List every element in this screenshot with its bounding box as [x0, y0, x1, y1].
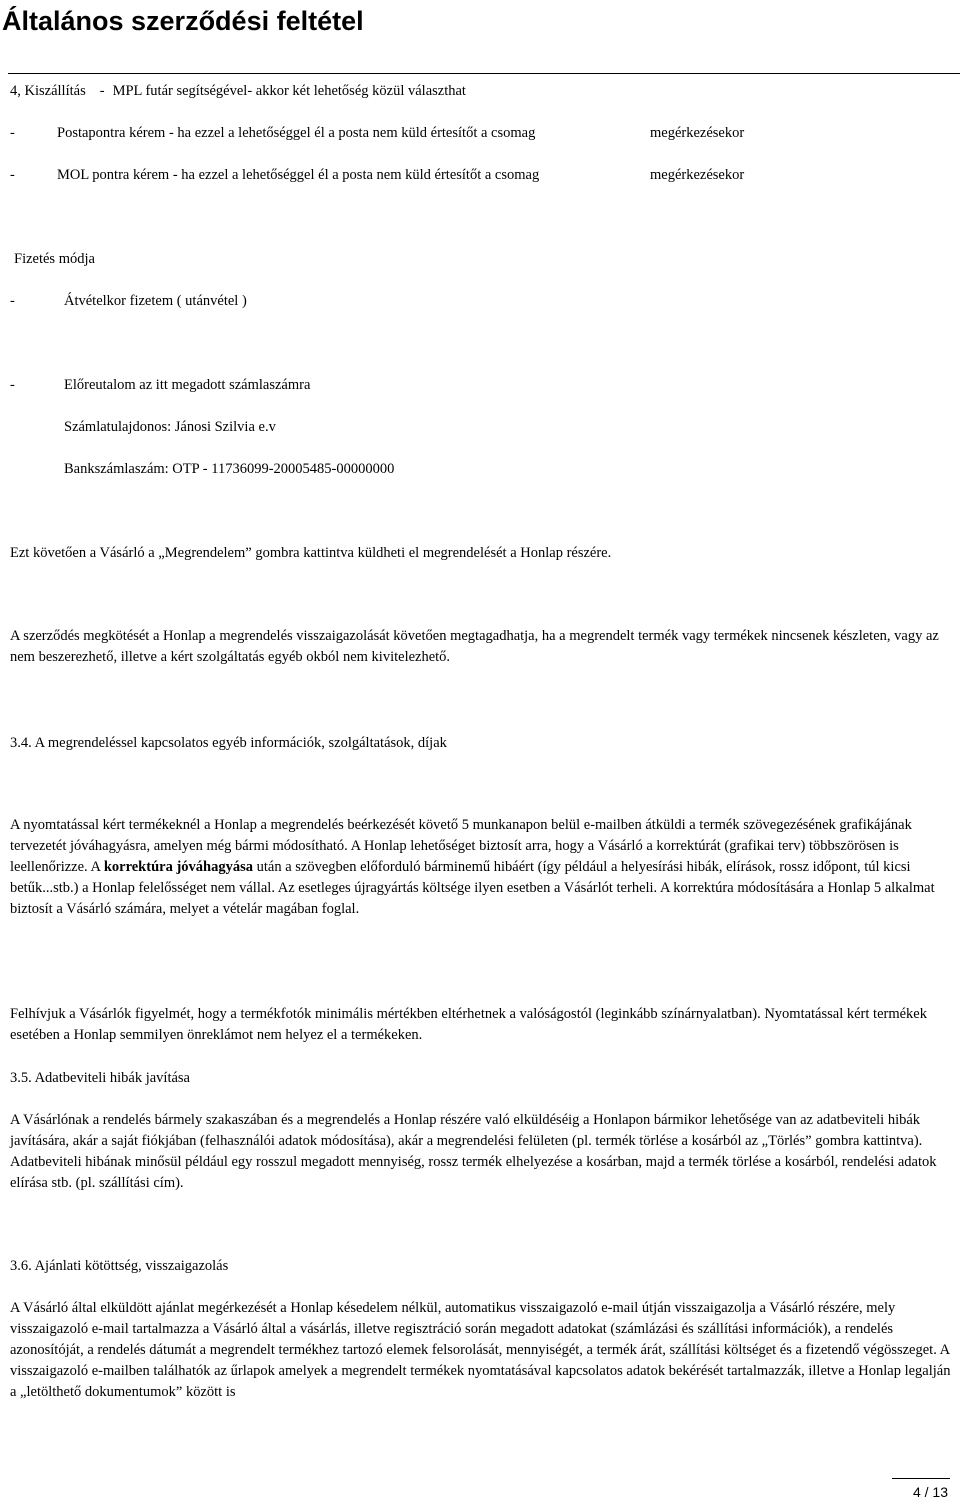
payment-cod-dash: - [10, 293, 15, 309]
order-sentence: Ezt követően a Vásárló a „Megrendelem” gombra kattintva küldheti el megrendelését a Honlap részére. [10, 545, 612, 561]
payment-cod: Átvételkor fizetem ( utánvétel ) [64, 293, 247, 309]
document-title: Általános szerződési feltétel [2, 6, 364, 36]
page-number: 4 / 13 [912, 1484, 948, 1500]
delivery-option-mol: MOL pontra kérem - ha ezzel a lehetőséggel él a posta nem küld értesítőt a csomag [57, 167, 540, 183]
section-3-4-paragraph-2: Felhívjuk a Vásárlók figyelmét, hogy a termékfotók minimális mértékben eltérhetnek a valóságostól (leginkább színárnyalatban). Nyomtatással kért termékek esetében a Honlap semmilyen önreklámot nem helyez el a termékeken. [10, 1006, 927, 1043]
section-4-dash: - [99, 83, 105, 99]
payment-prepay: Előreutalom az itt megadott számlaszámra [64, 377, 311, 393]
section-3-6-paragraph: A Vásárló által elküldött ajánlat megérkezését a Honlap késedelem nélkül, automatikus visszaigazoló e-mail útján visszaigazolja a Vásárló részére, mely visszaigazoló e-mail tartalmazza a Vásárló által a vásárlás, illetve regisztráció során megadott adatokat (számlázási és szállítási információk), a rendelés azonosítóját, a rendelés dátumát a megrendelt termékhez tartozó elemek felsorolását, mennyiségét, a termék árát, szállítási költséget és a fizetendő végösszeget. A visszaigazoló e-mailben találhatók az űrlapok amelyek a megrendelt termékek nyomtatásával kapcsolatos adatok bekérését tartalmazzák, illetve a Honlap legalján a „letölthető dokumentumok” között is [10, 1300, 951, 1400]
title-divider [8, 73, 960, 74]
section-3-6-heading: 3.6. Ajánlati kötöttség, visszaigazolás [10, 1258, 229, 1274]
proof-text-after: után a szövegben előforduló bárminemű hibáért (így például a helyesírási hibák, elírások, rossz időpont, túl kicsi betűk...stb.) a Honlap felelősséget nem vállal. Az esetleges újragyártás költsége ilyen esetben a Vásárlót terheli. A korrektúra módosítására a Honlap 5 alkalmat biztosít a Vásárló számára, melyet a vételár magában foglal. [10, 859, 935, 917]
proof-text-before: A nyomtatással kért termékeknél a Honlap a megrendelés beérkezését követő 5 munkanapon belül e-mailben átküldi a termék szövegezésének grafikájának tervezetét jóváhagyásra, amelyen még bármi módosítható. A Honlap lehetőséget biztosít arra, hogy a Vásárló a korrektúrát (grafikai terv) többszörösen is leellenőrizze. A [10, 817, 912, 875]
proof-approval-bold: korrektúra jóváhagyása [103, 859, 253, 875]
delivery-option-post-dash: - [10, 125, 15, 141]
payment-heading: Fizetés módja [14, 251, 95, 267]
section-3-4-paragraph-1 [10, 815, 952, 920]
section-4-intro: MPL futár segítségével- akkor két lehetőség közül választhat [112, 83, 466, 99]
delivery-option-mol-tail: megérkezésekor [650, 167, 745, 183]
section-4-number: 4, Kiszállítás [10, 83, 86, 99]
refusal-paragraph: A szerződés megkötését a Honlap a megrendelés visszaigazolását követően megtagadhatja, ha a megrendelt termék vagy termékek nincsenek készleten, vagy az nem beszerezhető, illetve a kért szolgáltatás egyéb okból nem kivitelezhető. [10, 628, 939, 665]
delivery-option-post-tail: megérkezésekor [650, 125, 745, 141]
bank-account: Bankszámlaszám: OTP - 11736099-20005485-00000000 [64, 461, 395, 477]
delivery-option-post: Postapontra kérem - ha ezzel a lehetőséggel él a posta nem küld értesítőt a csomag [57, 125, 536, 141]
account-holder: Számlatulajdonos: Jánosi Szilvia e.v [64, 419, 276, 435]
section-3-5-paragraph: A Vásárlónak a rendelés bármely szakaszában és a megrendelés a Honlap részére való elküldéséig a Honlapon bármikor lehetősége van az adatbeviteli hibák javítására, akár a saját fiókjában (felhasználói adatok módosítása), akár a megrendelési felületen (pl. termék törlése a kosárból az „Törlés” gombra kattintva). Adatbeviteli hibának minősül például egy rosszul megadott mennyiség, rossz termék elhelyezése a kosárban, majd a termék törlése a kosárból, rendelési adatok elírása stb. (pl. szállítási cím). [10, 1112, 937, 1191]
section-3-5-heading: 3.5. Adatbeviteli hibák javítása [10, 1070, 190, 1086]
delivery-option-mol-dash: - [10, 167, 15, 183]
payment-prepay-dash: - [10, 377, 15, 393]
section-4-line [10, 81, 466, 101]
section-3-4-heading: 3.4. A megrendeléssel kapcsolatos egyéb információk, szolgáltatások, díjak [10, 735, 447, 751]
footer-divider [892, 1478, 950, 1479]
